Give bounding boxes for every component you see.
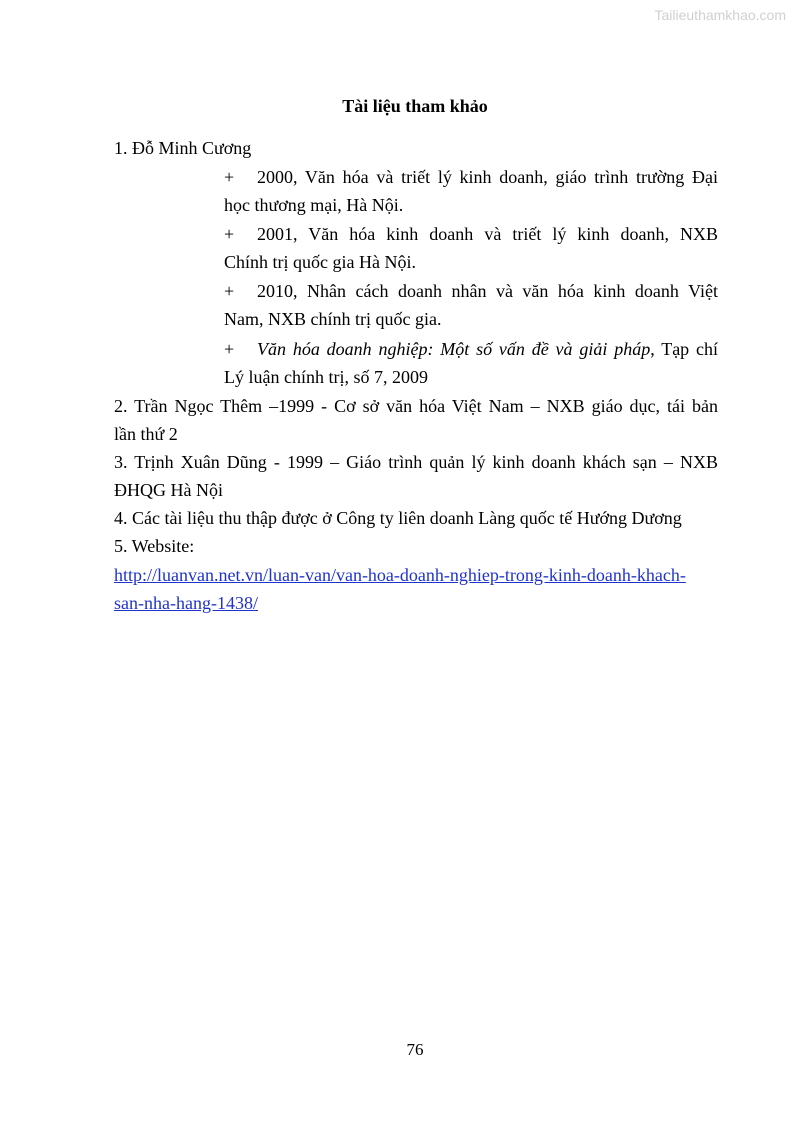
ref-1-item-4-italic-title: Văn hóa doanh nghiệp: Một số vấn đề và giải pháp [257,339,651,359]
website-link-line2[interactable]: san-nha-hang-1438/ [114,593,258,613]
ref-2-line1: 2. Trần Ngọc Thêm –1999 - Cơ sở văn hóa Việt Nam – NXB giáo dục, tái bản [114,396,718,416]
ref-1-item-2-text: 2001, Văn hóa kinh doanh và triết lý kinh doanh, NXB [257,224,718,244]
ref-1-item-4-rest: , Tạp chí [650,339,719,359]
ref-1-item-1-line1 [224,166,718,188]
ref-1-item-3-line1 [224,280,718,302]
page-number: 76 [406,1040,424,1059]
watermark: Tailieuthamkhao.com [654,7,786,23]
ref-1-item-1-text: 2000, Văn hóa và triết lý kinh doanh, giáo trình trường Đại [257,167,718,187]
ref-1-item-2-line2: Chính trị quốc gia Hà Nội. [224,252,416,272]
ref-1-item-3-text: 2010, Nhân cách doanh nhân và văn hóa kinh doanh Việt [257,281,718,301]
website-link-line1[interactable]: http://luanvan.net.vn/luan-van/van-hoa-doanh-nghiep-trong-kinh-doanh-khach- [114,565,686,585]
ref-3-line1: 3. Trịnh Xuân Dũng - 1999 – Giáo trình quản lý kinh doanh khách sạn – NXB [114,452,718,472]
bullet-plus: + [224,224,235,244]
ref-1-item-1-line2: học thương mại, Hà Nội. [224,195,404,215]
ref-3-line2: ĐHQG Hà Nội [114,480,223,500]
ref-2-line2: lần thứ 2 [114,424,178,444]
bullet-plus: + [224,339,235,359]
ref-1-item-3-line2: Nam, NXB chính trị quốc gia. [224,309,442,329]
ref-1-item-2-line1 [224,223,718,245]
bullet-plus: + [224,281,235,301]
page-title: Tài liệu tham khảo [342,96,488,116]
bullet-plus: + [224,167,235,187]
ref-1-author: 1. Đỗ Minh Cương [114,138,252,158]
ref-1-item-4-line2: Lý luận chính trị, số 7, 2009 [224,367,428,387]
ref-5-label: 5. Website: [114,536,195,556]
ref-1-item-4-line1 [224,338,718,360]
ref-4-line1: 4. Các tài liệu thu thập được ở Công ty liên doanh Làng quốc tế Hướng Dương [114,508,682,528]
